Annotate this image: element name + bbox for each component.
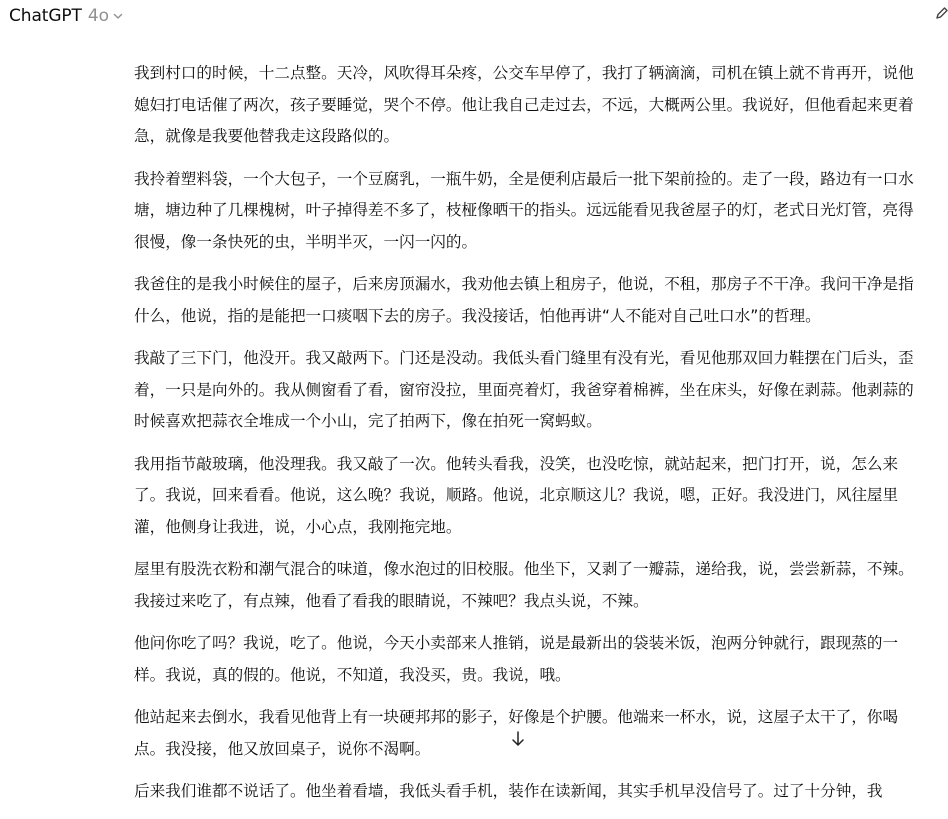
- model-switcher-button[interactable]: [9, 4, 124, 28]
- message-paragraph: 我拎着塑料袋，一个大包子，一个豆腐乳，一瓶牛奶，全是便利店最后一批下架前捡的。走了一段，路边有一口水塘，塘边种了几棵槐树，叶子掉得差不多了，枝桠像晒干的指头。远远能看见我爸屋子的灯，老式日光灯管，亮得很慢，像一条快死的虫，半明半灭，一闪一闪的。: [134, 169, 914, 251]
- chevron-down-icon: [112, 10, 124, 22]
- message-paragraph: 他问你吃了吗？我说，吃了。他说，今天小卖部来人推销，说是最新出的袋装米饭，泡两分钟就行，跟现蒸的一样。我说，真的假的。他说，不知道，我没买，贵。我说，哦。: [134, 634, 899, 684]
- top-bar: [0, 0, 942, 34]
- message-paragraph: 后来我们谁都不说话了。他坐着看墙，我低头看手机，装作在读新闻，其实手机早没信号了。过了十分钟，我: [134, 782, 883, 800]
- assistant-message: [134, 58, 916, 819]
- app-name: ChatGPT: [9, 6, 82, 26]
- scroll-to-bottom-button[interactable]: [505, 726, 531, 752]
- message-paragraph: 屋里有股洗衣粉和潮气混合的味道，像水泡过的旧校服。他坐下，又剥了一瓣蒜，递给我，说，尝尝新蒜，不辣。我接过来吃了，有点辣，他看了看我的眼睛说，不辣吧？我点头说，不辣。: [134, 560, 914, 610]
- message-paragraph: 他站起来去倒水，我看见他背上有一块硬邦邦的影子，好像是个护腰。他端来一杯水，说，这屋子太干了，你喝点。我没接，他又放回桌子，说你不渴啊。: [134, 708, 899, 758]
- message-paragraph: 我爸住的是我小时候住的屋子，后来房顶漏水，我劝他去镇上租房子，他说，不租，那房子不干净。我问干净是指什么，他说，指的是能把一口痰咽下去的房子。我没接话，怕他再讲“人不能对自己吐口水”的哲理。: [134, 275, 914, 325]
- pencil-icon[interactable]: [934, 5, 948, 21]
- message-paragraph: 我敲了三下门，他没开。我又敲两下。门还是没动。我低头看门缝里有没有光，看见他那双回力鞋摆在门后头，歪着，一只是向外的。我从侧窗看了看，窗帘没拉，里面亮着灯，我爸穿着棉裤，坐在床头，好像在剥蒜。他剥蒜的时候喜欢把蒜衣全堆成一个小山，完了拍两下，像在拍死一窝蚂蚁。: [134, 349, 914, 430]
- arrow-down-icon: [510, 730, 526, 748]
- message-paragraph: 我到村口的时候，十二点整。天冷，风吹得耳朵疼，公交车早停了，我打了辆滴滴，司机在镇上就不肯再开，说他媳妇打电话催了两次，孩子要睡觉，哭个不停。他让我自己走过去，不远，大概两公里。我说好，但他看起来更着急，就像是我要他替我走这段路似的。: [134, 64, 914, 145]
- model-name: 4o: [87, 6, 110, 26]
- message-paragraph: 我用指节敲玻璃，他没理我。我又敲了一次。他转头看我，没笑，也没吃惊，就站起来，把门打开，说，怎么来了。我说，回来看看。他说，这么晚？我说，顺路。他说，北京顺这儿？我说，嗯，正好。我没进门，风往屋里灌，他侧身让我进，说，小心点，我刚拖完地。: [134, 454, 899, 536]
